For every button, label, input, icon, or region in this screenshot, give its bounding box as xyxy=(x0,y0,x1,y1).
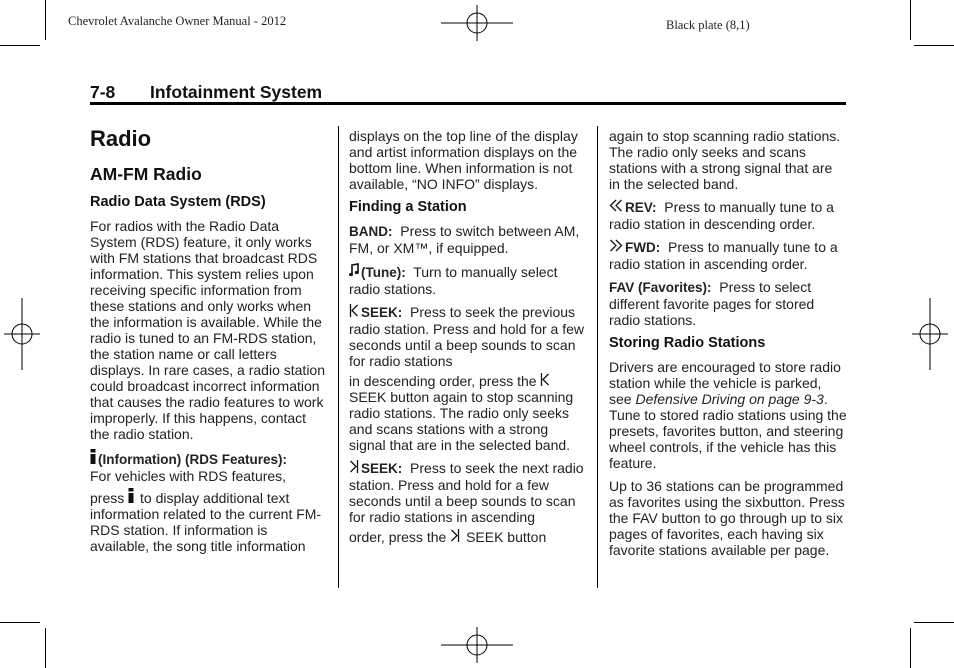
registration-mark-icon xyxy=(441,5,513,41)
crop-mark xyxy=(45,0,46,40)
document-header-title: Chevrolet Avalanche Owner Manual - 2012 xyxy=(68,14,287,28)
band-text: Press to switch between AM, FM, or XM™, if equipped. xyxy=(349,223,580,256)
favorites-paragraph: Up to 36 stations can be programmed as favorites using the sixbutton. Press the FAV button to go through up to six pages of favorites, each having six favorite stations available per page. xyxy=(609,478,845,558)
seek-label: SEEK: xyxy=(361,461,403,476)
crop-mark xyxy=(914,45,954,46)
info-text: to display additional text information related to the current FM-RDS station. If information is available, the song title information xyxy=(90,490,322,554)
crop-mark xyxy=(0,622,40,623)
seek-text: Press to seek the next radio station. Press and hold for a few seconds until a beep sounds to scan for radio stations in ascending xyxy=(349,460,584,525)
page-title: Radio xyxy=(90,126,152,151)
tune-paragraph xyxy=(349,263,587,297)
crop-mark xyxy=(0,45,40,46)
band-paragraph xyxy=(349,223,587,256)
header-rule xyxy=(90,102,846,105)
fwd-paragraph xyxy=(609,239,847,272)
seek-text: Press to seek the previous radio station. Press and hold for a few seconds until a beep sounds to scan for radio stations xyxy=(349,304,585,369)
fav-paragraph xyxy=(609,279,847,328)
continued-paragraph: displays on the top line of the display and artist information displays on the bottom line. When information is not available, “NO INFO” displays. xyxy=(349,128,578,192)
seek-forward-icon xyxy=(450,529,460,542)
crop-mark xyxy=(910,0,911,40)
seek-label: SEEK: xyxy=(361,305,403,320)
rds-heading: Radio Data System (RDS) xyxy=(90,194,266,210)
cross-reference-link[interactable]: Defensive Driving on page 9-3 xyxy=(635,391,824,407)
seek-back-icon xyxy=(349,304,359,317)
storing-text: . Tune to stored radio stations using the presets, favorites button, and steering wheel controls, if the vehicle has this feature. xyxy=(609,391,847,471)
column-divider xyxy=(597,126,598,588)
rev-paragraph xyxy=(609,199,847,232)
fav-text: Press to select different favorite pages for stored radio stations. xyxy=(609,279,815,328)
column-3 xyxy=(609,128,847,565)
rev-text: Press to manually tune to a radio station in descending order. xyxy=(609,199,834,232)
registration-mark-icon xyxy=(912,298,948,370)
fav-label: FAV (Favorites): xyxy=(609,280,712,295)
info-icon xyxy=(90,449,96,464)
info-icon xyxy=(128,488,134,503)
column-2 xyxy=(349,128,587,552)
seek-forward-paragraph xyxy=(349,460,587,525)
seek-text: SEEK button again to stop scanning radio stations. The radio only seeks and scans stations with a strong signal that are in the selected band. xyxy=(349,389,574,453)
column-divider xyxy=(338,126,339,588)
info-text: For vehicles with RDS features, xyxy=(90,468,287,484)
storing-paragraph xyxy=(609,359,847,471)
info-text: press xyxy=(90,490,125,506)
seek-back-paragraph xyxy=(349,304,587,369)
seek-text: SEEK button xyxy=(466,529,547,545)
rev-label: REV: xyxy=(625,200,657,215)
continued-paragraph: again to stop scanning radio stations. The radio only seeks and scans stations with a strong signal that are in the selected band. xyxy=(609,128,841,192)
tune-label: (Tune): xyxy=(361,265,406,280)
section-number: 7-8 xyxy=(90,82,116,102)
music-note-icon xyxy=(349,263,359,277)
info-paragraph xyxy=(90,449,328,484)
fwd-label: FWD: xyxy=(625,240,661,255)
plate-label: Black plate (8,1) xyxy=(666,18,750,32)
tune-text: Turn to manually select radio stations. xyxy=(349,264,558,297)
section-title: Infotainment System xyxy=(150,82,323,102)
seek-forward-icon xyxy=(349,460,359,473)
seek-forward-paragraph-cont xyxy=(349,529,587,545)
column-1 xyxy=(90,126,328,561)
seek-back-paragraph-cont xyxy=(349,373,587,453)
seek-back-icon xyxy=(540,373,550,386)
finding-heading: Finding a Station xyxy=(349,199,467,215)
registration-mark-icon xyxy=(4,298,40,370)
crop-mark xyxy=(45,628,46,668)
seek-text: in descending order, press the xyxy=(349,373,537,389)
crop-mark xyxy=(914,622,954,623)
seek-text: order, press the xyxy=(349,529,447,545)
rds-paragraph: For radios with the Radio Data System (RDS) feature, it only works with FM stations that broadcast RDS information. This system relies upon receiving specific information from these stations and only works when the information is available. While the radio is tuned to an FM-RDS station, the station name or call letters displays. In rare cases, a radio station could broadcast incorrect information that causes the radio features to work improperly. If this happens, contact the radio station. xyxy=(90,218,326,442)
fwd-text: Press to manually tune to a radio station in ascending order. xyxy=(609,239,838,272)
subsection-title: AM-FM Radio xyxy=(90,164,202,184)
info-label: (Information) (RDS Features): xyxy=(98,452,287,467)
storing-heading: Storing Radio Stations xyxy=(609,335,766,351)
crop-mark xyxy=(910,628,911,668)
info-paragraph-cont xyxy=(90,488,328,554)
section-heading xyxy=(90,82,322,103)
band-label: BAND: xyxy=(349,224,393,239)
fast-forward-icon xyxy=(609,239,623,252)
storing-text: Drivers are encouraged to store radio station while the vehicle is parked, see xyxy=(609,359,841,407)
registration-mark-icon xyxy=(441,627,513,663)
rewind-icon xyxy=(609,199,623,212)
